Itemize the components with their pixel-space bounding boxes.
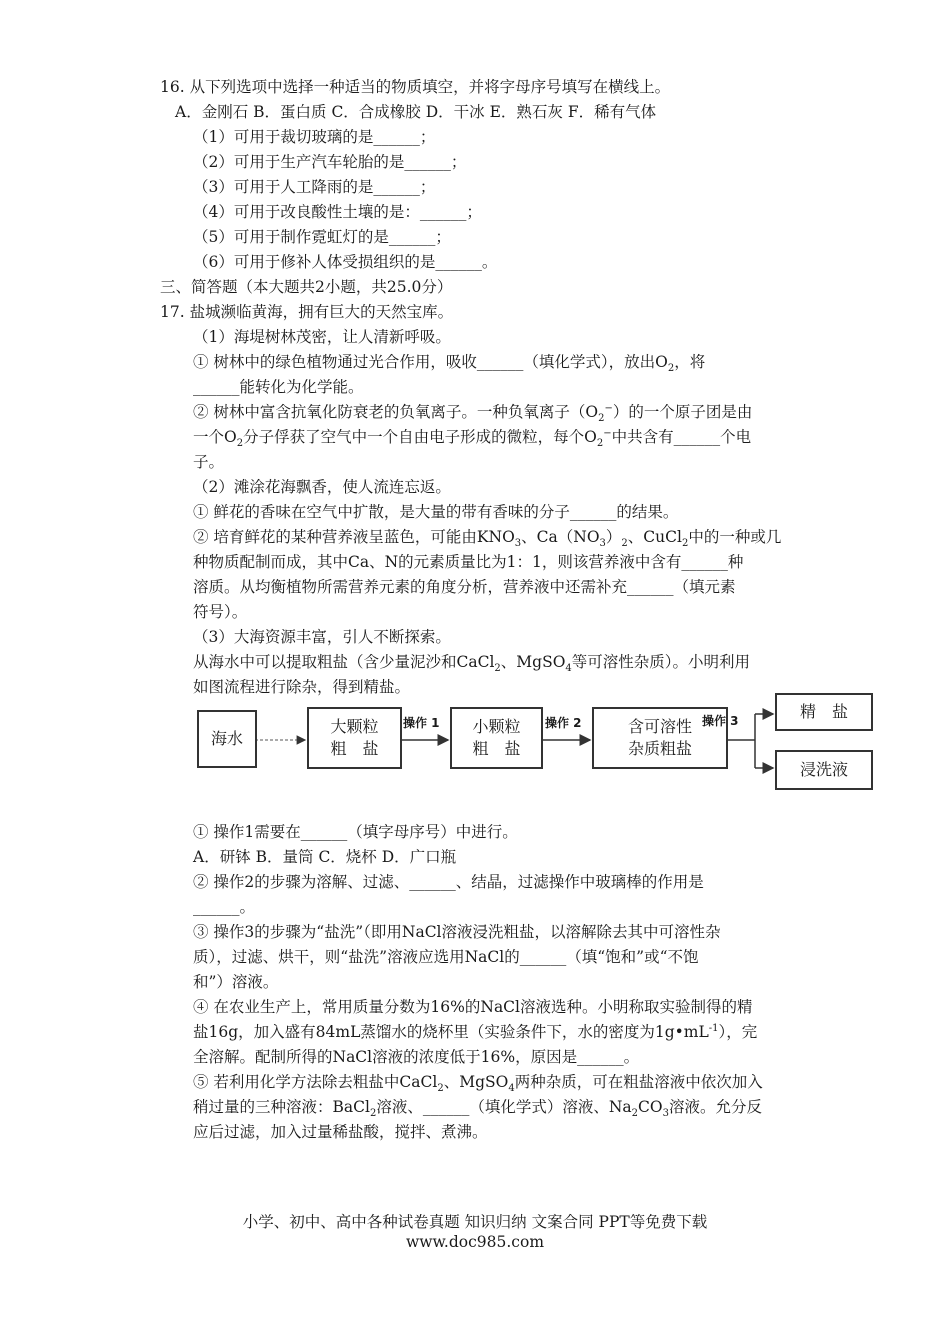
operation-1-label: 操作 1 <box>403 716 440 730</box>
small-grain-crude-salt-box: 小颗粒 粗 盐 <box>450 707 543 769</box>
q16-stem: 16. 从下列选项中选择一种适当的物质填空，并将字母序号填写在横线上。 <box>160 78 671 96</box>
q17-part3-intro-line2: 如图流程进行除杂，得到精盐。 <box>193 678 411 696</box>
footer-url-link[interactable]: www.doc985.com <box>405 1233 545 1251</box>
large-grain-crude-salt-box: 大颗粒 粗 盐 <box>307 707 402 769</box>
refined-salt-box: 精 盐 <box>775 693 873 731</box>
q17-part1-title: （1）海堤树林茂密，让人清新呼吸。 <box>193 328 451 346</box>
q17-sub5-line2: 稍过量的三种溶液：BaCl$_2$溶液、______（填化学式）溶液、$Na_2CO_3$溶液。允分反 <box>193 1098 762 1120</box>
q16-options: A．金刚石 B．蛋白质 C．合成橡胶 D．干冰 E．熟石灰 F．稀有气体 <box>175 103 657 121</box>
q17-part3-intro-line1: 从海水中可以提取粗盐（含少量泥沙和CaCl$_2$、MgSO$_4$等可溶性杂质）。小明利用 <box>193 653 751 675</box>
q17-sub3-line1: ③ 操作3的步骤为“盐洗”（即用NaCl溶液浸洗粗盐，以溶解除去其中可溶性杂 <box>193 923 721 941</box>
q17-sub2-line1: ② 操作2的步骤为溶解、过滤、______、结晶，过滤操作中玻璃棒的作用是 <box>193 873 704 891</box>
q17-part1-a-line2: ______能转化为化学能。 <box>193 378 364 396</box>
seawater-box: 海水 <box>197 710 257 768</box>
q17-part2-b-line4: 符号）。 <box>193 603 248 621</box>
operation-3-label: 操作 3 <box>702 714 739 728</box>
q17-part1-b-line1: ② 树林中富含抗氧化防衰老的负氧离子。一种负氧离子$(O_2^-)$的一个原子团是由 <box>193 402 753 425</box>
q17-sub3-line3: 和”）溶液。 <box>193 973 279 991</box>
q17-sub4-line1: ④ 在农业生产上，常用质量分数为16%的NaCl溶液选种。小明称取实验制得的精 <box>193 998 753 1016</box>
soluble-impurity-crude-salt-box: 含可溶性 杂质粗盐 <box>592 707 728 769</box>
q16-item-6: （6）可用于修补人体受损组织的是______。 <box>193 253 498 271</box>
q16-item-5: （5）可用于制作霓虹灯的是______； <box>193 228 451 246</box>
q17-part1-a-line1: ① 树林中的绿色植物通过光合作用，吸收______（填化学式），放出$O_2$，将 <box>193 353 706 375</box>
q17-part2-b-line2: 种物质配制而成，其中Ca、N的元素质量比为1：1，则该营养液中含有______种 <box>193 553 744 571</box>
q17-part2-a: ① 鲜花的香味在空气中扩散，是大量的带有香味的分子______的结果。 <box>193 503 679 521</box>
q17-part2-b-line3: 溶质。从均衡植物所需营养元素的角度分析，营养液中还需补充______（填元素 <box>193 578 736 596</box>
q17-sub4-line3: 全溶解。配制所得的NaCl溶液的浓度低于16%，原因是______。 <box>193 1048 640 1066</box>
q17-part2-b-line1: ② 培育鲜花的某种营养液呈蓝色，可能由$KNO_3$、$Ca(NO_3)_2$、CuCl$_2$中的一种或几 <box>193 528 782 550</box>
q17-part1-b-line2: 一个$O_2$分子俘获了空气中一个自由电子形成的微粒，每个$O_2^-$中共含有______个电 <box>193 427 752 450</box>
q17-sub5-line1: ⑤ 若利用化学方法除去粗盐中CaCl$_2$、MgSO$_4$两种杂质，可在粗盐溶液中依次加入 <box>193 1073 763 1095</box>
q17-sub2-line2: ______。 <box>193 898 256 916</box>
q16-item-2: （2）可用于生产汽车轮胎的是______； <box>193 153 467 171</box>
q16-item-3: （3）可用于人工降雨的是______； <box>193 178 436 196</box>
wash-liquid-box: 浸洗液 <box>775 750 873 790</box>
q16-item-1: （1）可用于裁切玻璃的是______； <box>193 128 436 146</box>
operation-2-label: 操作 2 <box>545 716 582 730</box>
q17-sub1-options: A．研钵 B．量筒 C．烧杯 D．广口瓶 <box>193 848 457 866</box>
footer-tagline: 小学、初中、高中各种试卷真题 知识归纳 文案合同 PPT等免费下载 <box>242 1213 708 1231</box>
q17-part2-title: （2）滩涂花海飘香，使人流连忘返。 <box>193 478 451 496</box>
section-3-heading: 三、简答题（本大题共2小题，共25.0分） <box>160 278 453 296</box>
q17-sub3-line2: 质），过滤、烘干，则“盐洗”溶液应选用NaCl的______（填“饱和”或“不饱 <box>193 948 699 966</box>
salt-purification-flowchart <box>195 690 875 795</box>
q17-part1-b-line3: 子。 <box>193 453 225 471</box>
q17-sub5-line3: 应后过滤，加入过量稀盐酸，搅拌、煮沸。 <box>193 1123 488 1141</box>
q17-sub4-line2: 盐16g，加入盛有84mL蒸馏水的烧杯里（实验条件下，水的密度为$1g•mL^{-1}$），完 <box>193 1022 758 1041</box>
q17-part3-title: （3）大海资源丰富，引人不断探索。 <box>193 628 451 646</box>
q17-stem: 17. 盐城濒临黄海，拥有巨大的天然宝库。 <box>160 303 454 321</box>
q17-sub1: ① 操作1需要在______（填字母序号）中进行。 <box>193 823 518 841</box>
q16-item-4: （4）可用于改良酸性土壤的是：______； <box>193 203 482 221</box>
